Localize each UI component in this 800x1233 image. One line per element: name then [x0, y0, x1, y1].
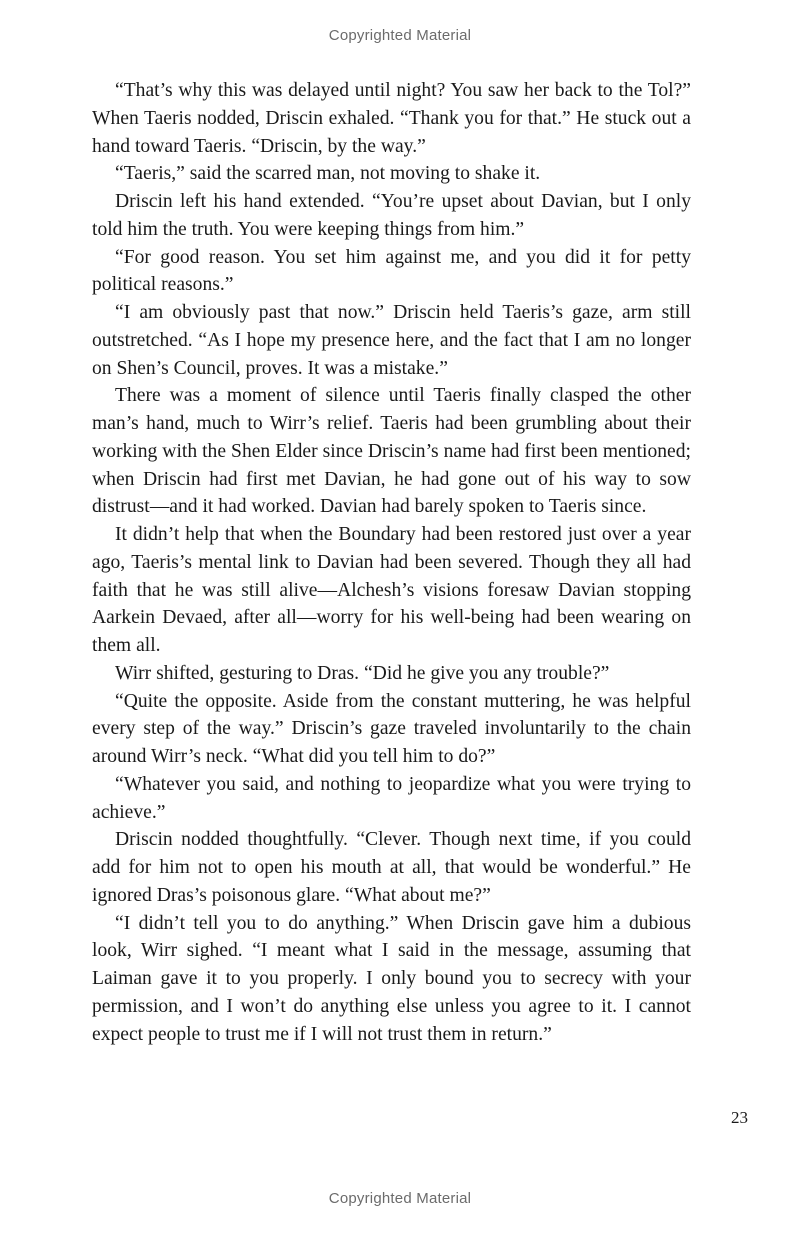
- page-body-text: [92, 77, 691, 1048]
- copyright-watermark-top: Copyrighted Material: [328, 27, 472, 44]
- paragraph: There was a moment of silence until Taeris finally clasped the other man’s hand, much to Wirr’s relief. Taeris had been grumbling about their working with the Shen Elder since Driscin’s name had first been mentioned; when Driscin had first met Davian, he had gone out of his way to sow distrust—and it had worked. Davian had barely spoken to Taeris since.: [92, 385, 691, 518]
- paragraph: “For good reason. You set him against me, and you did it for petty political reasons.”: [92, 246, 691, 296]
- paragraph: “Taeris,” said the scarred man, not moving to shake it.: [115, 163, 541, 185]
- page-number: 23: [731, 1108, 748, 1127]
- paragraph: Driscin left his hand extended. “You’re upset about Davian, but I only told him the truth. You were keeping things from him.”: [92, 191, 691, 240]
- paragraph: “Quite the opposite. Aside from the constant muttering, he was helpful every step of the way.” Driscin’s gaze traveled involuntarily to the chain around Wirr’s neck. “What did you tell him to do?”: [92, 690, 691, 767]
- copyright-watermark-bottom: Copyrighted Material: [328, 1190, 472, 1207]
- paragraph: “I didn’t tell you to do anything.” When Driscin gave him a dubious look, Wirr sighed. “I meant what I said in the message, assuming that Laiman gave it to you properly. I only bound you to secrecy with your permission, and I won’t do anything else unless you agree to it. I cannot expect people to trust me if I will not trust them in return.”: [92, 912, 691, 1045]
- paragraph: “That’s why this was delayed until night? You saw her back to the Tol?” When Taeris nodded, Driscin exhaled. “Thank you for that.” He stuck out a hand toward Taeris. “Driscin, by the way.”: [92, 80, 691, 157]
- paragraph: It didn’t help that when the Boundary had been restored just over a year ago, Taeris’s mental link to Davian had been severed. Though they all had faith that he was still alive—Alchesh’s visions foresaw Davian stopping Aarkein Devaed, after all—worry for his well-being had been wearing on them all.: [92, 524, 691, 656]
- paragraph: “Whatever you said, and nothing to jeopardize what you were trying to achieve.”: [92, 773, 691, 823]
- paragraph: Driscin nodded thoughtfully. “Clever. Though next time, if you could add for him not to open his mouth at all, that would be wonderful.” He ignored Dras’s poisonous glare. “What about me?”: [92, 829, 691, 906]
- paragraph: Wirr shifted, gesturing to Dras. “Did he give you any trouble?”: [115, 662, 610, 684]
- paragraph: “I am obviously past that now.” Driscin held Taeris’s gaze, arm still outstretched. “As I hope my presence here, and the fact that I am no longer on Shen’s Council, proves. It was a mistake.”: [92, 302, 691, 379]
